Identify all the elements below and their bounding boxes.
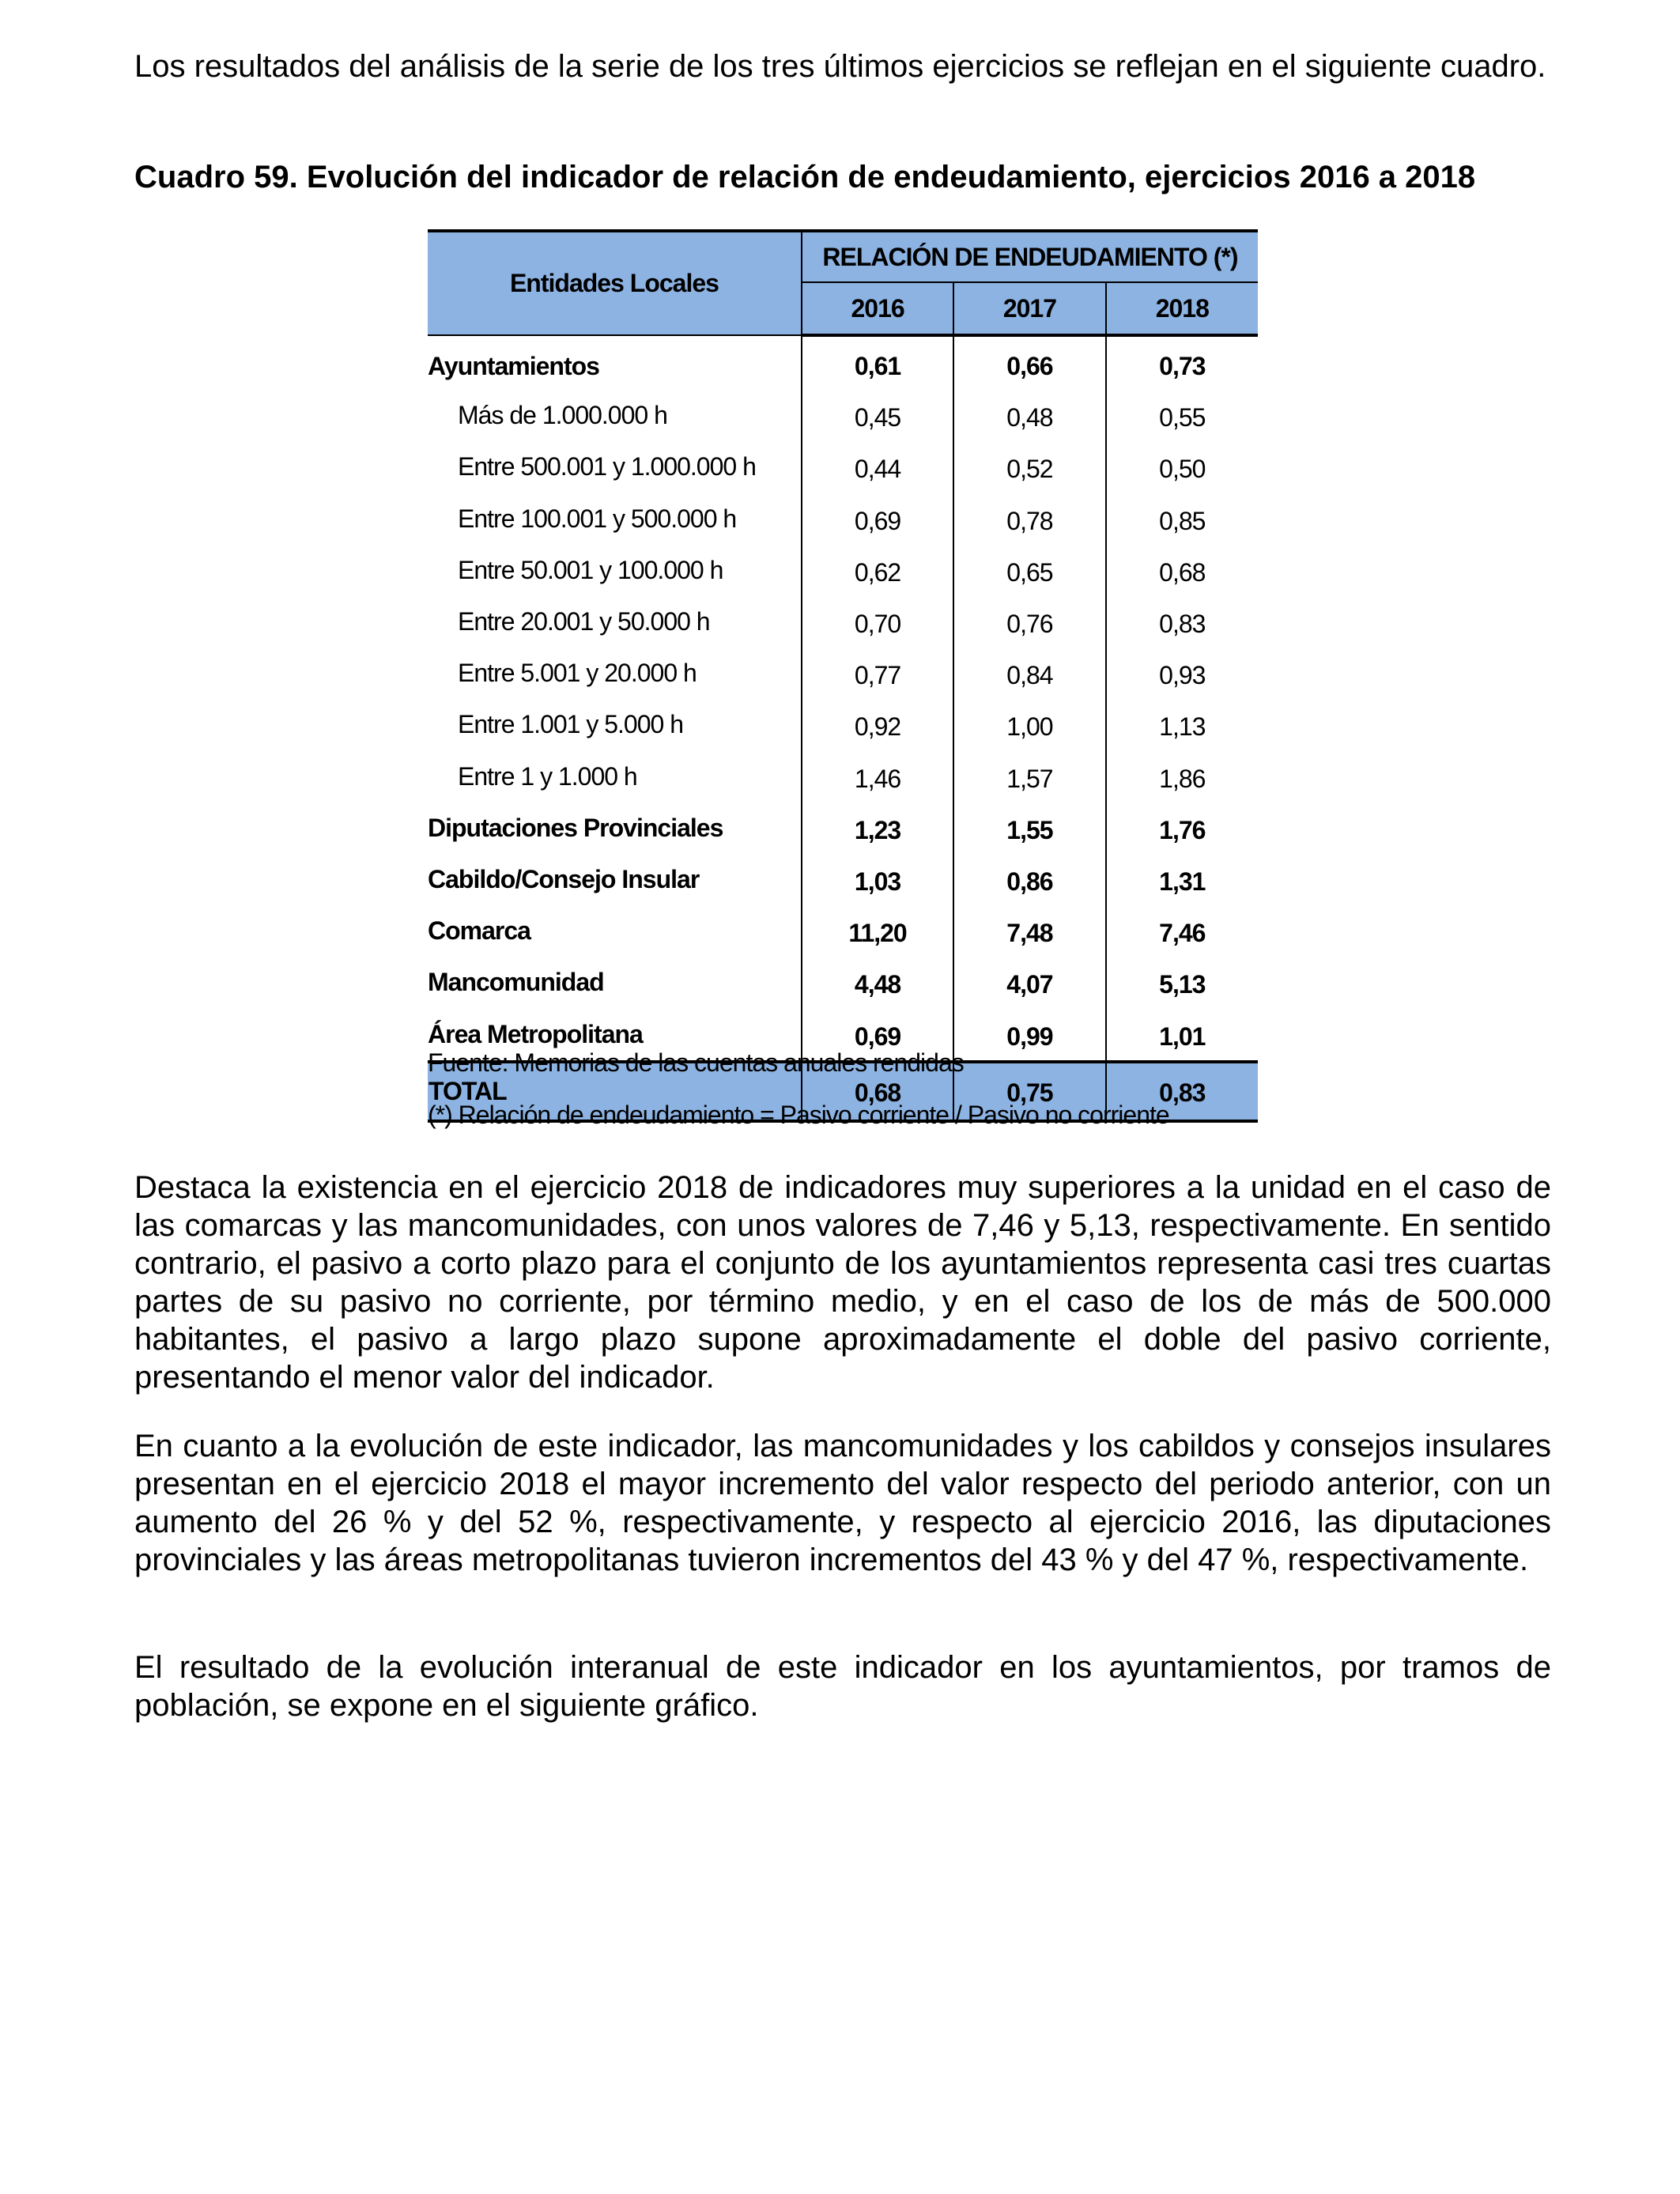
cell-2016: 1,03 [802, 854, 953, 905]
cell-2017: 0,65 [953, 545, 1105, 596]
cell-2017: 7,48 [953, 905, 1105, 957]
row-label: Mancomunidad [428, 957, 802, 1008]
cell-2016: 0,44 [802, 441, 953, 493]
intro-paragraph: Los resultados del análisis de la serie de los tres últimos ejercicios se reflejan en el siguiente cuadro. [134, 49, 1546, 84]
cell-2016: 0,45 [802, 390, 953, 441]
table-row [428, 596, 1258, 648]
row-label: Entre 500.001 y 1.000.000 h [428, 441, 802, 493]
cell-2016: 0,69 [802, 1008, 953, 1061]
cell-2016: 4,48 [802, 957, 953, 1008]
row-label: Ayuntamientos [428, 335, 802, 390]
row-label: Entre 20.001 y 50.000 h [428, 596, 802, 648]
cell-2017: 0,66 [953, 335, 1105, 390]
cell-2017: 0,78 [953, 493, 1105, 545]
total-2018: 0,83 [1106, 1062, 1258, 1121]
cell-2016: 0,69 [802, 493, 953, 545]
cell-2018: 1,86 [1159, 764, 1206, 793]
year-header: 2018 [1106, 282, 1258, 335]
indicator-table [428, 229, 1258, 1123]
cell-2018: 1,31 [1159, 867, 1206, 896]
cell-2018: 0,68 [1159, 557, 1206, 587]
year-header: 2017 [953, 282, 1105, 335]
row-label: Diputaciones Provinciales [428, 802, 802, 854]
cell-2018: 0,73 [1159, 352, 1206, 381]
cell-2018: 0,85 [1159, 506, 1206, 535]
cell-2017: 0,48 [953, 390, 1105, 441]
cell-2018: 0,83 [1159, 610, 1206, 639]
cell-2017: 1,57 [953, 751, 1105, 802]
source-note: Fuente: Memorias de las cuentas anuales rendidas [428, 1048, 964, 1077]
table-row [428, 802, 1258, 854]
table-row [428, 493, 1258, 545]
row-label: Entre 1 y 1.000 h [428, 751, 802, 802]
cell-2016: 0,61 [802, 335, 953, 390]
body-paragraph: Destaca la existencia en el ejercicio 2018 de indicadores muy superiores a la unidad en el caso de las comarcas y las mancomunidades, con unos valores de 7,46 y 5,13, respectivamente. En sentido contrario, el pasivo a corto plazo para el conjunto de los ayuntamientos representa casi tres cuartas partes de su pasivo no corriente, por término medio, y en el caso de los de más de 500.000 habitantes, el pasivo a largo plazo supone aproximadamente el doble del pasivo corriente, presentando el menor valor del indicador. [134, 1170, 1551, 1395]
cell-2018: 1,01 [1159, 1021, 1206, 1051]
group-header: RELACIÓN DE ENDEUDAMIENTO (*) [802, 231, 1258, 282]
table-caption: Cuadro 59. Evolución del indicador de relación de endeudamiento, ejercicios 2016 a 2018 [134, 160, 1476, 194]
row-label: Entre 5.001 y 20.000 h [428, 648, 802, 699]
row-label: Área Metropolitana [428, 1008, 802, 1061]
table-row [428, 335, 1258, 390]
cell-2017: 0,52 [953, 441, 1105, 493]
total-2017: 0,75 [953, 1062, 1105, 1121]
table-row [428, 905, 1258, 957]
row-label: Entre 100.001 y 500.000 h [428, 493, 802, 545]
row-label: Más de 1.000.000 h [428, 390, 802, 441]
cell-2016: 0,92 [802, 699, 953, 750]
table-row [428, 699, 1258, 750]
body-paragraph: En cuanto a la evolución de este indicador, las mancomunidades y los cabildos y consejos insulares presentan en el ejercicio 2018 el mayor incremento del valor respecto del periodo anterior, con un aumento del 26 % y del 52 %, respectivamente, y respecto al ejercicio 2016, las diputaciones provinciales y las áreas metropolitanas tuvieron incrementos del 43 % y del 47 %, respectivamente. [134, 1429, 1551, 1577]
body-paragraph: El resultado de la evolución interanual de este indicador en los ayuntamientos, por tramos de población, se expone en el siguiente gráfico. [134, 1650, 1551, 1723]
table-row [428, 957, 1258, 1008]
cell-2016: 1,23 [802, 802, 953, 854]
entity-header: Entidades Locales [428, 231, 802, 335]
cell-2017: 1,00 [953, 699, 1105, 750]
cell-2017: 0,84 [953, 648, 1105, 699]
cell-2018: 1,13 [1159, 712, 1206, 742]
cell-2016: 0,77 [802, 648, 953, 699]
table-row [428, 545, 1258, 596]
cell-2017: 4,07 [953, 957, 1105, 1008]
total-label: TOTAL [428, 1062, 802, 1121]
table-row [428, 854, 1258, 905]
table-row [428, 390, 1258, 441]
cell-2016: 1,46 [802, 751, 953, 802]
row-label: Entre 50.001 y 100.000 h [428, 545, 802, 596]
table-row [428, 648, 1258, 699]
cell-2017: 0,86 [953, 854, 1105, 905]
cell-2017: 1,55 [953, 802, 1105, 854]
row-label: Cabildo/Consejo Insular [428, 854, 802, 905]
table-row [428, 751, 1258, 802]
cell-2016: 0,70 [802, 596, 953, 648]
row-label: Entre 1.001 y 5.000 h [428, 699, 802, 750]
row-label: Comarca [428, 905, 802, 957]
total-2016: 0,68 [802, 1062, 953, 1121]
table-row [428, 441, 1258, 493]
year-header: 2016 [802, 282, 953, 335]
cell-2018: 1,76 [1159, 815, 1206, 844]
cell-2016: 11,20 [802, 905, 953, 957]
cell-2018: 5,13 [1159, 970, 1206, 999]
cell-2018: 7,46 [1159, 919, 1206, 948]
cell-2018: 0,93 [1159, 661, 1206, 690]
cell-2017: 0,99 [953, 1008, 1105, 1061]
cell-2017: 0,76 [953, 596, 1105, 648]
cell-2018: 0,55 [1159, 403, 1206, 432]
cell-2018: 0,50 [1159, 455, 1206, 484]
cell-2016: 0,62 [802, 545, 953, 596]
definition-note: (*) Relación de endeudamiento = Pasivo corriente / Pasivo no corriente [428, 1101, 1169, 1129]
